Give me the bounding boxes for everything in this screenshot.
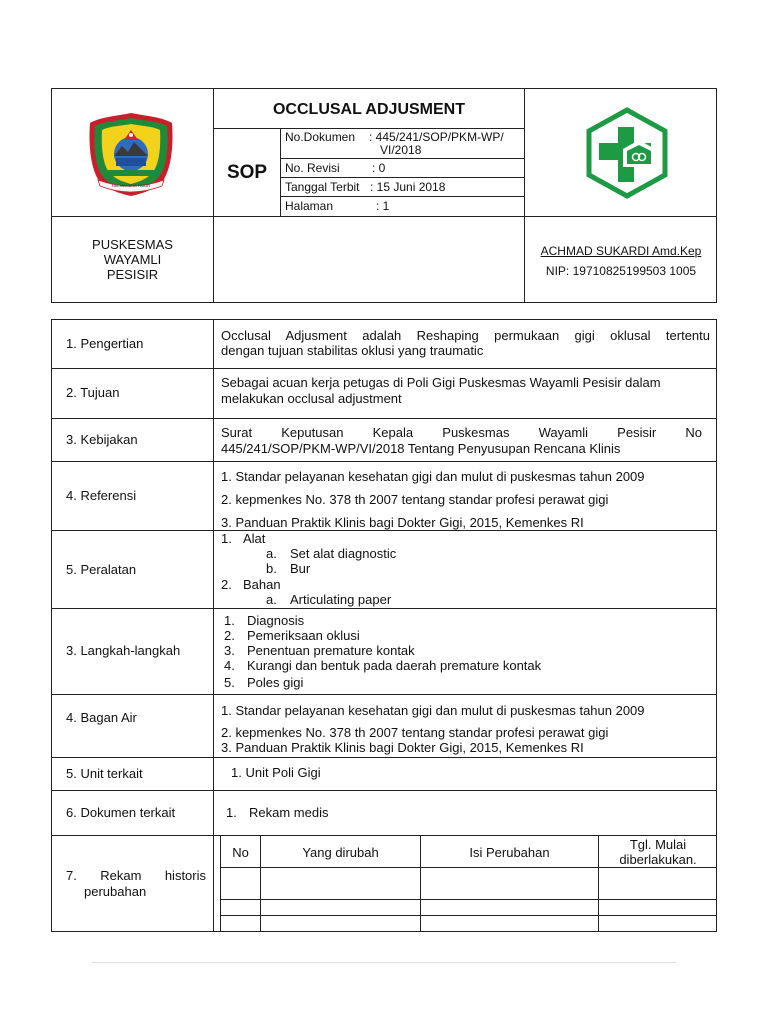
section-label-kebijakan: 3. Kebijakan [66,432,138,447]
history-grid-line [220,899,717,900]
sop-label: SOP [226,162,268,183]
meta-value-halaman: : 1 [376,199,390,213]
section-label-unit-terkait: 5. Unit terkait [66,766,143,781]
meta-label-tanggal-terbit: Tanggal Terbit [285,180,360,194]
referensi-item: 1. Standar pelayanan kesehatan gigi dan mulut di puskesmas tahun 2009 [221,469,645,484]
table-divider [51,461,717,462]
svg-text:HALMAHERA TIMUR: HALMAHERA TIMUR [111,183,151,188]
meta-value-no-revisi: : 0 [372,161,386,175]
history-header-yang-dirubah: Yang dirubah [302,845,379,860]
bagan-item: 3. Panduan Praktik Klinis bagi Dokter Gigi, 2015, Kemenkes RI [221,740,584,755]
meta-value-no-dokumen: : 445/241/SOP/PKM-WP/ [369,130,504,144]
history-header-tgl-mulai-cont: diberlakukan. [619,852,697,867]
section-label-rekam-historis: 7. Rekam historis [66,868,206,883]
table-divider [213,319,214,932]
meta-label-no-revisi: No. Revisi [285,161,340,175]
peralatan-subletter: b. [266,561,277,576]
header-divider [280,128,281,216]
unit-terkait-value: 1. Unit Poli Gigi [231,765,321,780]
tujuan-text-line: Sebagai acuan kerja petugas di Poli Gigi Puskesmas Wayamli Pesisir dalam [221,375,661,390]
table-divider [51,757,717,758]
signer-nip: NIP: 19710825199503 1005 [545,264,697,278]
step-text: Poles gigi [247,675,304,690]
step-number: 1. [224,613,235,628]
meta-value-tanggal-terbit: : 15 Juni 2018 [370,180,446,194]
section-label-tujuan: 2. Tujuan [66,385,120,400]
org-name-line: PUSKESMAS [92,237,173,252]
regency-emblem-icon [86,110,176,198]
kebijakan-text-line: Surat Keputusan Kepala Puskesmas Wayamli Pesisir No [221,425,702,440]
peralatan-subletter: a. [266,546,277,561]
pengertian-text-line: dengan tujuan stabilitas oklusi yang traumatic [221,343,484,358]
header-divider [280,196,524,197]
dokumen-terkait-value: Rekam medis [249,805,329,820]
history-grid-line [220,867,717,868]
dokumen-terkait-number: 1. [226,805,237,820]
history-grid-line [220,915,717,916]
peralatan-subitem: Set alat diagnostic [290,546,397,561]
kebijakan-text-line: 445/241/SOP/PKM-WP/VI/2018 Tentang Penyusupan Rencana Klinis [221,441,621,456]
table-divider [51,835,717,836]
signer-name: ACHMAD SUKARDI Amd.Kep [540,244,702,258]
step-text: Penentuan premature kontak [247,643,415,658]
table-divider [51,418,717,419]
step-number: 2. [224,628,235,643]
bagan-item: 2. kepmenkes No. 378 th 2007 tentang standar profesi perawat gigi [221,725,609,740]
section-label-pengertian: 1. Pengertian [66,336,144,351]
table-divider [51,530,717,531]
referensi-item: 2. kepmenkes No. 378 th 2007 tentang standar profesi perawat gigi [221,492,609,507]
peralatan-subletter: a. [266,592,277,607]
org-name-line: WAYAMLI [103,252,162,267]
peralatan-number: 2. [221,577,232,592]
meta-value-no-dokumen-cont: VI/2018 [380,143,422,157]
section-label-referensi: 4. Referensi [66,488,137,503]
header-divider [280,177,524,178]
step-number: 5. [224,675,235,690]
peralatan-subitem: Articulating paper [290,592,392,607]
history-header-tgl-mulai: Tgl. Mulai [629,837,687,852]
table-divider [51,694,717,695]
org-name-line: PESISIR [106,267,159,282]
history-header-no: No [232,845,249,860]
pengertian-text-line: Occlusal Adjusment adalah Reshaping permukaan gigi oklusal tertentu [221,328,710,343]
section-label-langkah: 3. Langkah-langkah [66,643,181,658]
referensi-item: 3. Panduan Praktik Klinis bagi Dokter Gigi, 2015, Kemenkes RI [221,515,584,530]
step-number: 4. [224,658,235,673]
step-text: Diagnosis [247,613,305,628]
page-title: OCCLUSAL ADJUSMENT [272,101,465,118]
tujuan-text-line: melakukan occlusal adjustment [221,391,402,406]
section-label-dokumen-terkait: 6. Dokumen terkait [66,805,176,820]
peralatan-group-alat: Alat [243,531,266,546]
header-divider [51,216,717,217]
page-footer-divider [92,962,676,963]
header-divider [280,158,524,159]
section-label-rekam-historis-cont: perubahan [84,884,147,899]
step-text: Pemeriksaan oklusi [247,628,360,643]
puskesmas-cross-icon [585,107,669,199]
meta-label-no-dokumen: No.Dokumen [285,130,356,144]
header-divider [213,88,214,303]
table-divider [51,368,717,369]
history-header-isi-perubahan: Isi Perubahan [469,845,550,860]
puskesmas-logo [585,107,669,199]
meta-label-halaman: Halaman [285,199,334,213]
section-label-peralatan: 5. Peralatan [66,562,137,577]
bagan-item: 1. Standar pelayanan kesehatan gigi dan mulut di puskesmas tahun 2009 [221,703,645,718]
step-number: 3. [224,643,235,658]
regency-emblem-logo [86,110,176,198]
section-label-bagan-air: 4. Bagan Air [66,710,137,725]
header-divider [213,128,524,129]
peralatan-group-bahan: Bahan [243,577,281,592]
table-divider [51,608,717,609]
table-divider [51,790,717,791]
peralatan-subitem: Bur [290,561,311,576]
peralatan-number: 1. [221,531,232,546]
step-text: Kurangi dan bentuk pada daerah premature kontak [247,658,542,673]
